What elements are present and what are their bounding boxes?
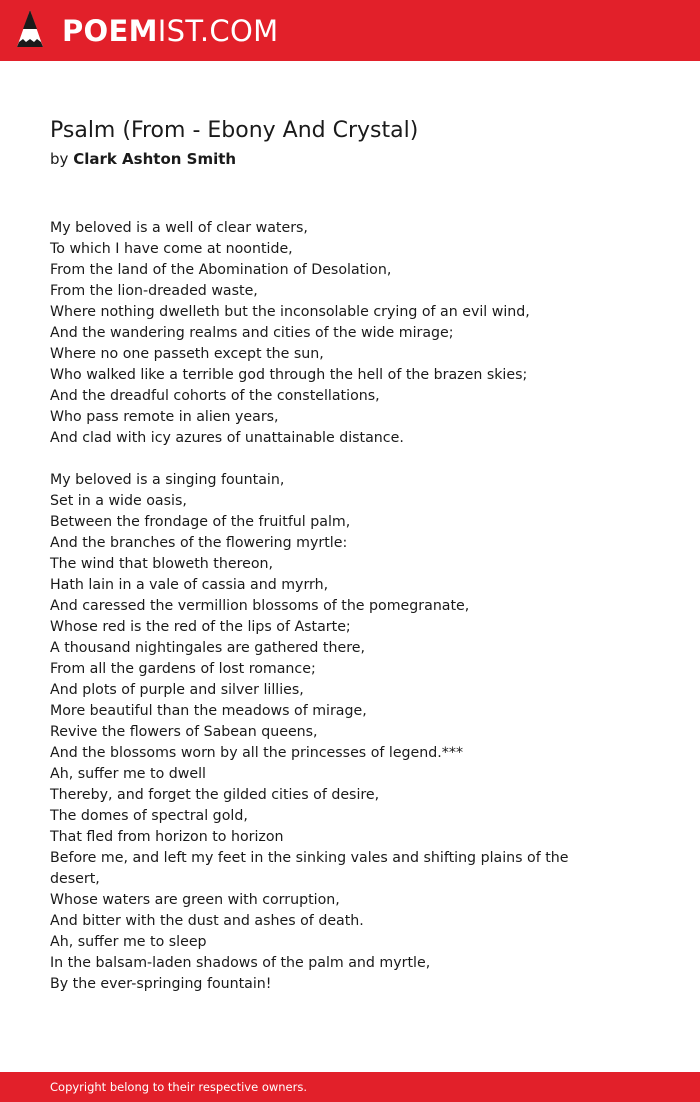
poem-line: Who walked like a terrible god through the hell of the brazen skies; [50,367,528,383]
poem-line: Ah, suffer me to dwell [50,766,206,782]
poem-line: Whose waters are green with corruption, [50,892,340,908]
poem-line: Whose red is the red of the lips of Astarte; [50,619,351,635]
poem-line: Where nothing dwelleth but the inconsolable crying of an evil wind, [50,304,530,320]
poem-stanza [50,470,570,995]
poem-line: From the land of the Abomination of Desolation, [50,262,392,278]
poem-line: Revive the flowers of Sabean queens, [50,724,318,740]
poem-line: Thereby, and forget the gilded cities of desire, [50,787,380,803]
poem-line: More beautiful than the meadows of mirage, [50,703,367,719]
poem-line: My beloved is a singing fountain, [50,472,285,488]
logo-light-text: IST.COM [157,14,279,48]
poem-line: The domes of spectral gold, [50,808,248,824]
poem-line: By the ever-springing fountain! [50,976,272,992]
author-name: Clark Ashton Smith [73,150,237,168]
poem-stanza [50,218,570,449]
poem-line: Set in a wide oasis, [50,493,187,509]
poem-line: In the balsam-laden shadows of the palm and myrtle, [50,955,431,971]
by-label: by [50,150,69,168]
poem-line: Between the frondage of the fruitful palm, [50,514,351,530]
poem-line: And caressed the vermillion blossoms of the pomegranate, [50,598,470,614]
poem-body [50,218,570,1016]
logo-bold-text: POEM [62,14,158,48]
poem-line: From all the gardens of lost romance; [50,661,316,677]
poem-line: And the blossoms worn by all the princesses of legend.*** [50,745,464,761]
poem-line: The wind that bloweth thereon, [50,556,274,572]
copyright-notice: Copyright belong to their respective owners. [50,1080,308,1094]
poem-line: And bitter with the dust and ashes of death. [50,913,364,929]
poem-line: My beloved is a well of clear waters, [50,220,308,236]
poem-line: And the wandering realms and cities of the wide mirage; [50,325,454,341]
site-footer [0,1072,700,1102]
byline [50,148,236,170]
poem-line: Where no one passeth except the sun, [50,346,324,362]
poem-line: And plots of purple and silver lillies, [50,682,304,698]
site-logo[interactable] [62,14,278,48]
poem-line: And clad with icy azures of unattainable distance. [50,430,404,446]
site-header [0,0,700,61]
poem-line: And the branches of the flowering myrtle: [50,535,348,551]
poem-line: Before me, and left my feet in the sinking vales and shifting plains of the desert, [50,850,569,887]
poem-line: That fled from horizon to horizon [50,829,284,845]
poem-line: From the lion-dreaded waste, [50,283,258,299]
poem-line: To which I have come at noontide, [50,241,293,257]
poem-line: And the dreadful cohorts of the constellations, [50,388,380,404]
pencil-tip-icon[interactable] [16,9,44,51]
poem-line: Hath lain in a vale of cassia and myrrh, [50,577,329,593]
poem-title: Psalm (From - Ebony And Crystal) [50,118,419,143]
poem-line: Ah, suffer me to sleep [50,934,207,950]
poem-line: Who pass remote in alien years, [50,409,279,425]
poem-line: A thousand nightingales are gathered there, [50,640,365,656]
